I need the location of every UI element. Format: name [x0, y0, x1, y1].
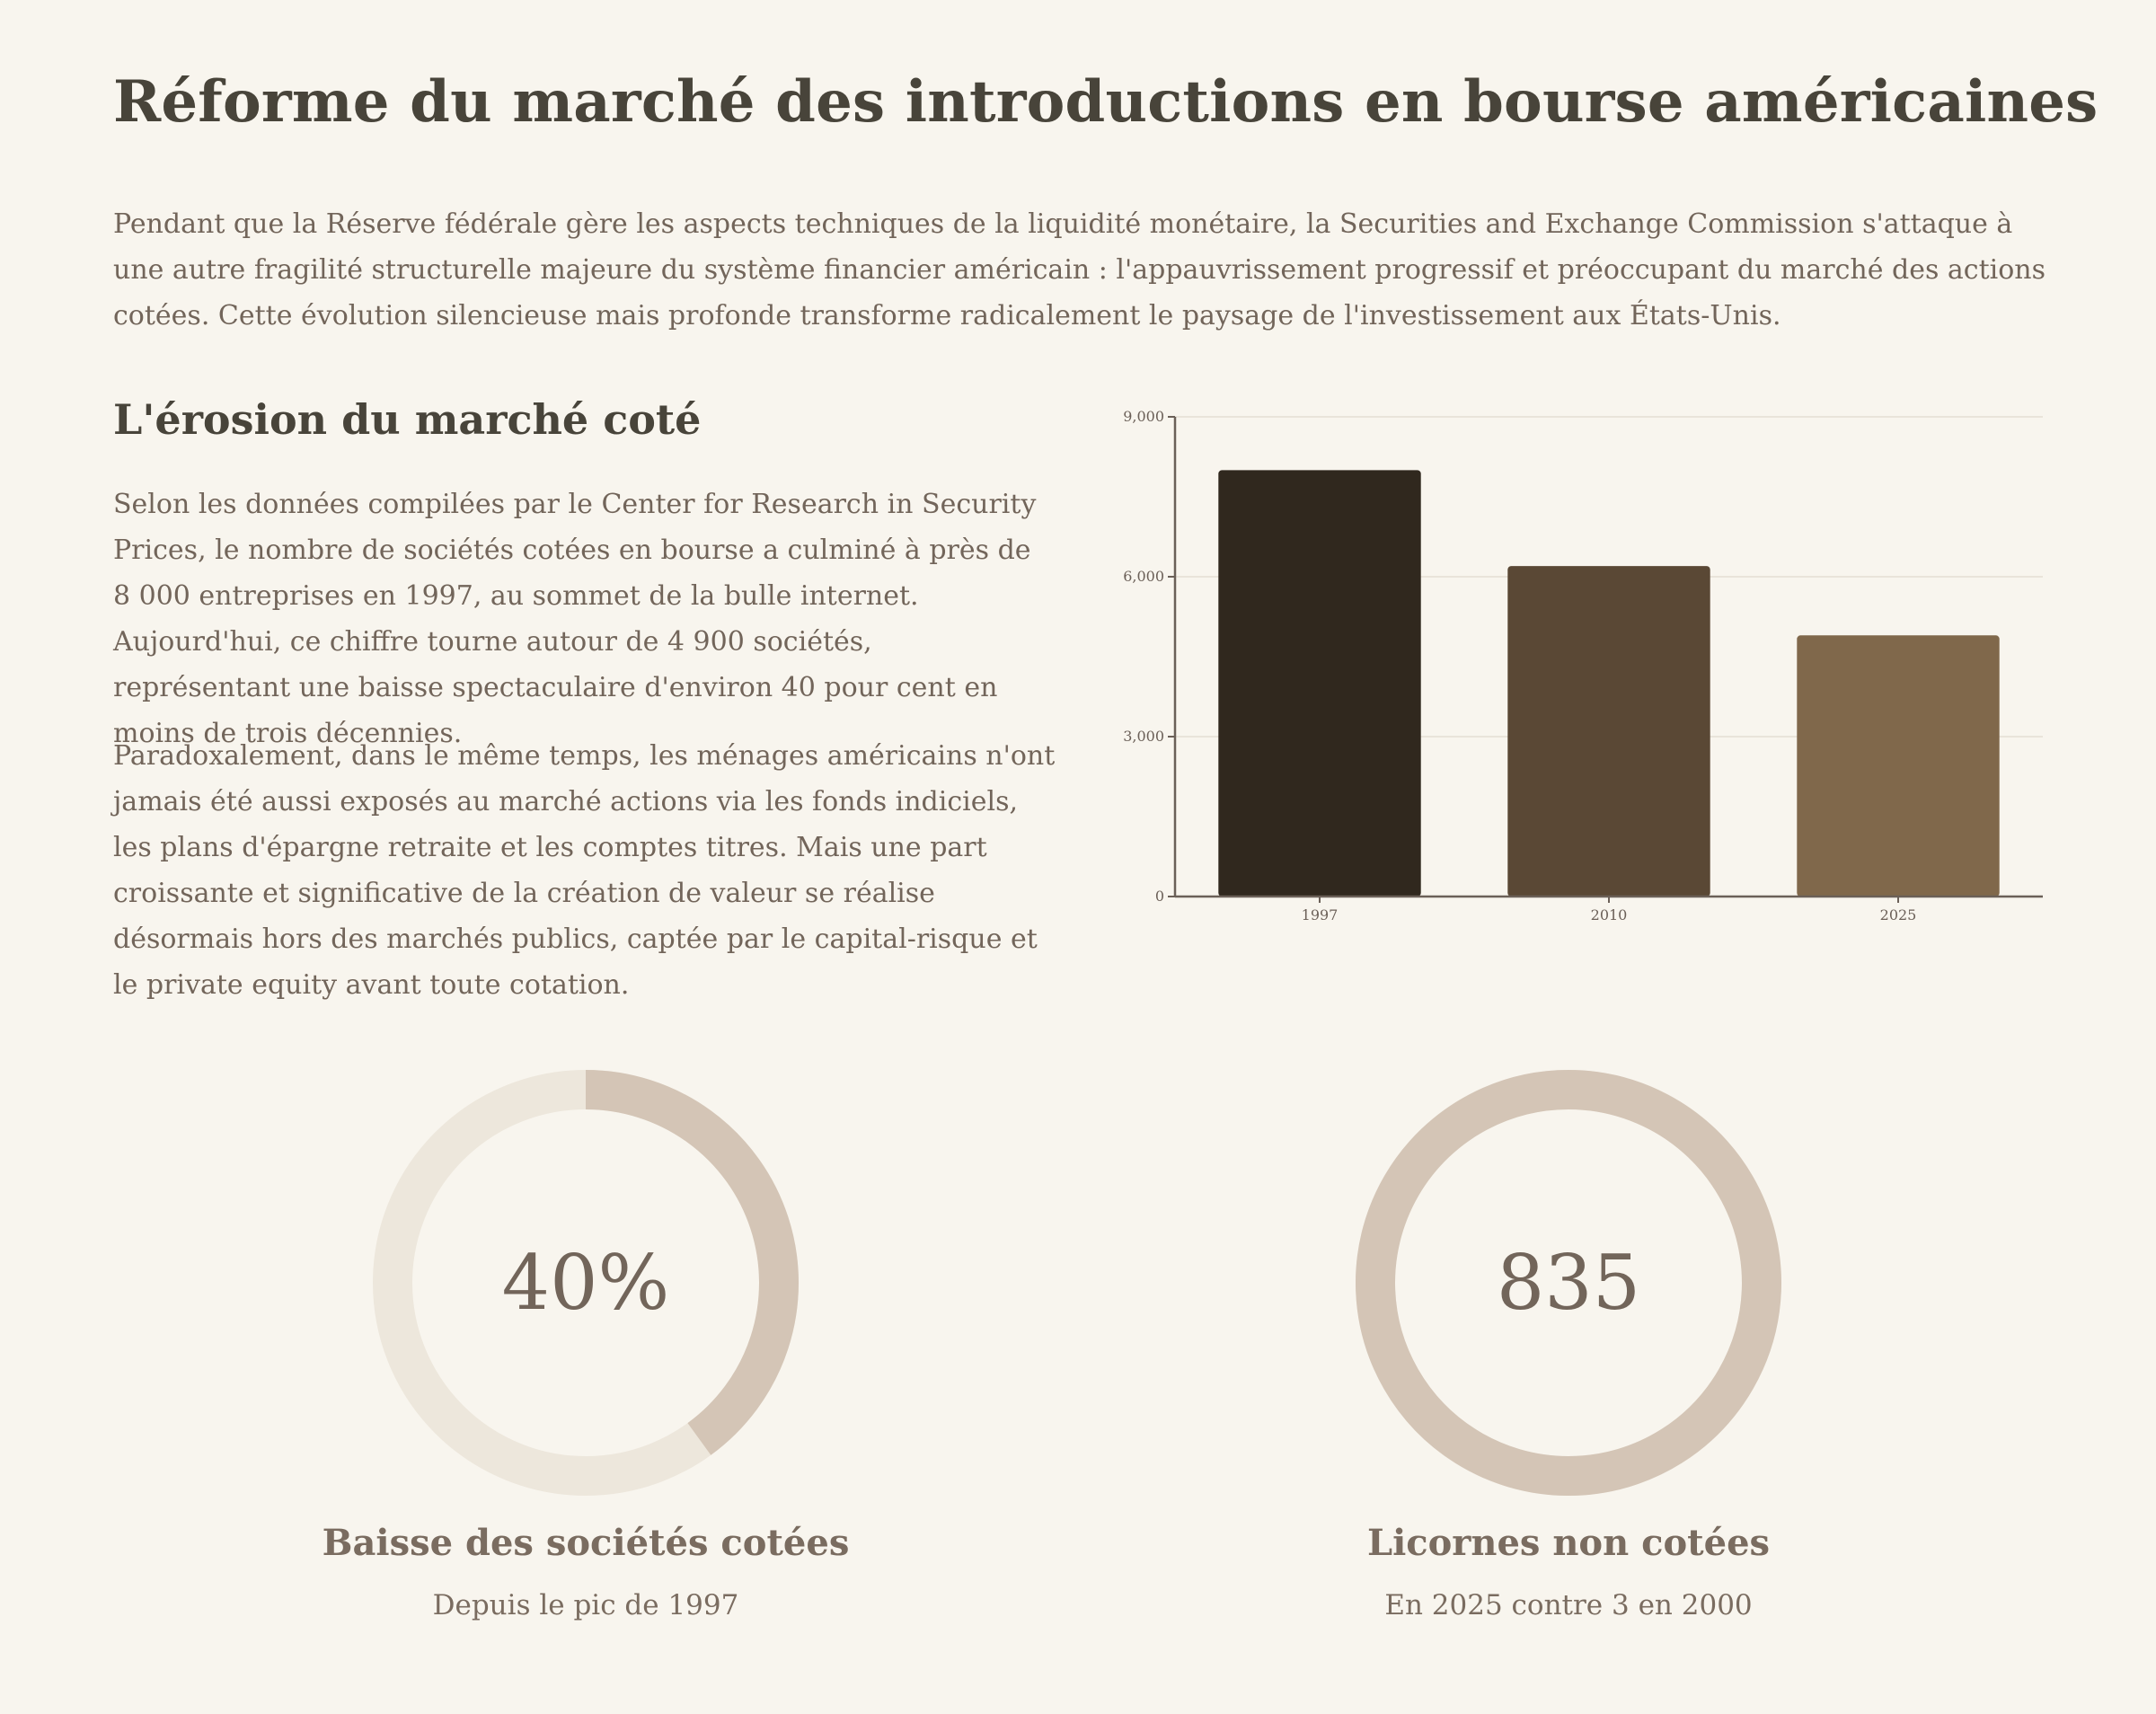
- stat-sublabel: Depuis le pic de 1997: [432, 1589, 739, 1621]
- bar-1997: [1218, 470, 1420, 897]
- bar-2010: [1507, 566, 1710, 897]
- x-tick-label: 2025: [1879, 906, 1917, 923]
- y-tick-label: 6,000: [1123, 568, 1164, 585]
- stat-label: Licornes non cotées: [1366, 1522, 1771, 1564]
- y-tick-label: 0: [1154, 888, 1164, 905]
- stat-sublabel: En 2025 contre 3 en 2000: [1384, 1589, 1753, 1621]
- x-tick-label: 2010: [1590, 906, 1628, 923]
- page-title: Réforme du marché des introductions en bourse américaines: [113, 68, 2099, 136]
- y-tick-label: 9,000: [1123, 408, 1164, 425]
- stat-value: 835: [1496, 1239, 1641, 1327]
- section-paragraph-2: Paradoxalement, dans le même temps, les ménages américains n'ont jamais été aussi exposés au marché actions via les fonds indiciels, les plans d'épargne retraite et les comptes titres. Mais une part croissante et significative de la création de valeur se réalise désormais hors des marchés publics, captée par le capital-risque et le private equity avant toute cotation.: [113, 740, 1056, 1001]
- stat-label: Baisse des sociétés cotées: [322, 1522, 850, 1564]
- bar-2025: [1797, 635, 1999, 897]
- decline-ring-chart: [370, 1067, 801, 1498]
- section-heading: L'érosion du marché coté: [113, 395, 702, 444]
- x-tick-label: 1997: [1301, 906, 1339, 923]
- intro-paragraph: Pendant que la Réserve fédérale gère les aspects techniques de la liquidité monétaire, la Securities and Exchange Commission s'attaque à une autre fragilité structurelle majeure du système financier américain : l'appauvrissement progressif et préoccupant du marché des actions cotées. Cette évolution silencieuse mais profonde transforme radicalement le paysage de l'investissement aux États-Unis.: [113, 208, 2046, 331]
- stat-card-decline: [271, 1067, 900, 1621]
- listed-companies-bar-chart: [1105, 395, 2057, 934]
- stat-card-unicorns: [1254, 1067, 1883, 1621]
- stat-value: 40%: [501, 1239, 670, 1327]
- y-tick-label: 3,000: [1123, 728, 1164, 745]
- unicorns-ring-chart: [1353, 1067, 1784, 1498]
- section-paragraph-1: Selon les données compilées par le Center for Research in Security Prices, le nombre de sociétés cotées en bourse a culminé à près de 8 000 entreprises en 1997, au sommet de la bulle internet. Aujourd'hui, ce chiffre tourne autour de 4 900 sociétés, représentant une baisse spectaculaire d'environ 40 pour cent en moins de trois décennies.: [113, 489, 1037, 749]
